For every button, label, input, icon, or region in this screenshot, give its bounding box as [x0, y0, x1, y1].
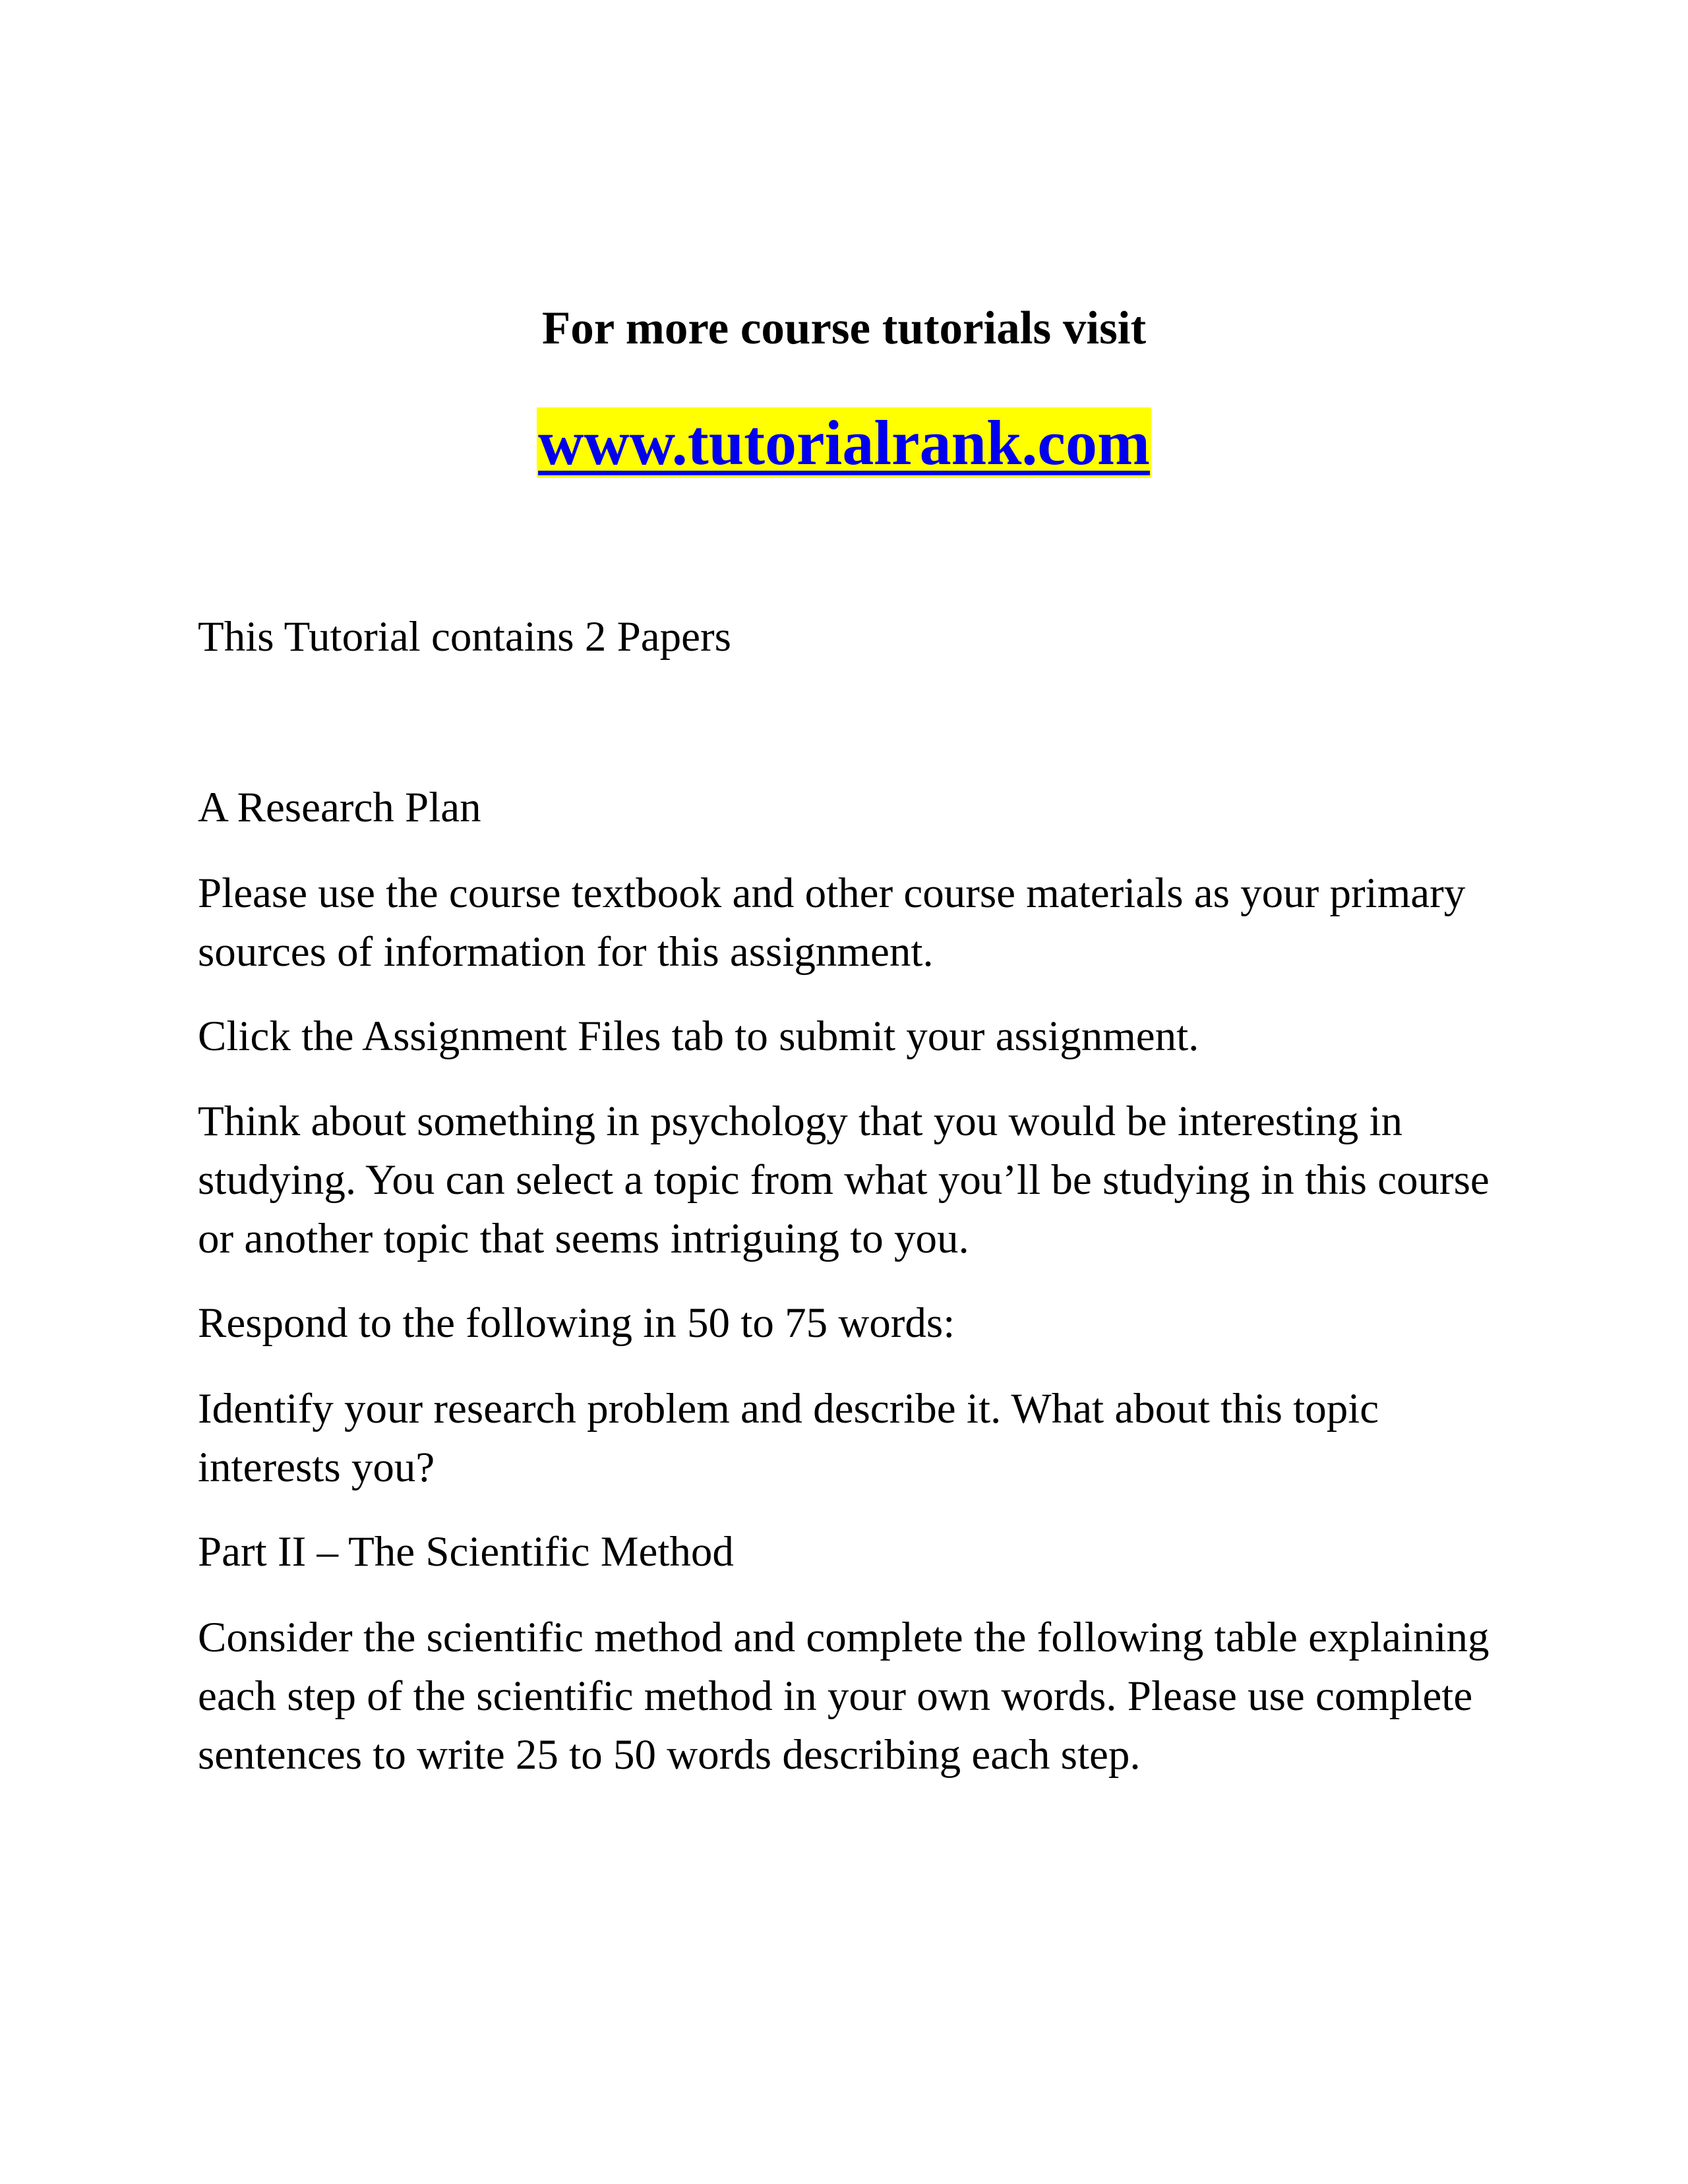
submit-paragraph: Click the Assignment Files tab to submit your assignment.	[198, 1013, 1199, 1060]
identify-paragraph: Identify your research problem and describe it. What about this topic interests you?	[198, 1385, 1379, 1491]
research-plan-title: A Research Plan	[198, 784, 481, 831]
site-link-container	[0, 403, 1688, 483]
topic-paragraph: Think about something in psychology that you would be interesting in studying. You can select a topic from what you’ll be studying in this course or another topic that seems intriguing to you.	[198, 1098, 1490, 1262]
part-two-title: Part II – The Scientific Method	[198, 1528, 734, 1576]
tutorial-site-link[interactable]: www.tutorialrank.com	[538, 407, 1150, 478]
respond-paragraph: Respond to the following in 50 to 75 words:	[198, 1299, 955, 1347]
sources-paragraph: Please use the course textbook and other course materials as your primary sources of information for this assignment.	[198, 870, 1466, 976]
intro-text: This Tutorial contains 2 Papers	[198, 613, 731, 661]
scientific-method-paragraph: Consider the scientific method and complete the following table explaining each step of the scientific method in your own words. Please use complete sentences to write 25 to 50 words describing each step.	[198, 1614, 1490, 1779]
visit-heading: For more course tutorials visit	[541, 303, 1147, 354]
